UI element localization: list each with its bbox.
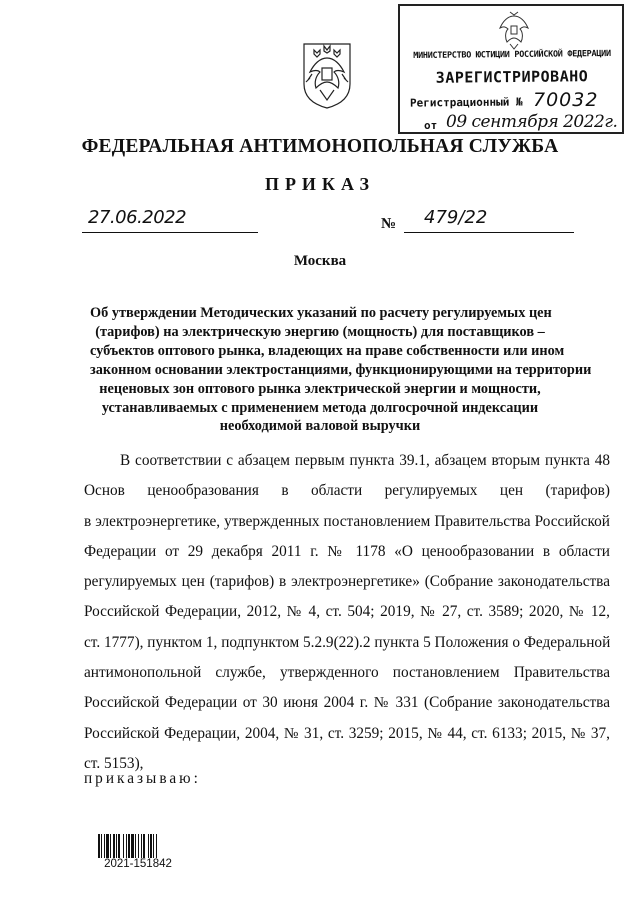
body-line: Федерации от 29 декабря 2011 г. № 1178 «О ценообразовании в области [84, 542, 610, 560]
barcode-bar [123, 834, 124, 858]
barcode-bar [135, 834, 136, 858]
title-line: (тарифов) на электрическую энергию (мощность) для поставщиков – [95, 323, 545, 340]
barcode-bar [101, 834, 102, 858]
title-line: субъектов оптового рынка, владеющих на праве собственности или ином [90, 342, 565, 359]
barcode-bar [138, 834, 139, 858]
city: Москва [293, 253, 347, 269]
title-line: необходимой валовой выручки [219, 418, 421, 435]
document-title [90, 304, 592, 436]
barcode-bar [141, 834, 142, 858]
stamp-ministry-text: МИНИСТЕРСТВО ЮСТИЦИИ РОССИЙСКОЙ ФЕДЕРАЦИИ [413, 48, 611, 62]
coat-of-arms-icon [300, 40, 354, 110]
body-line: Российской Федерации от 30 июня 2004 г. № 331 (Собрание законодательства [84, 694, 610, 712]
body-line: ст. 1777), пунктом 1, подпунктом 5.2.9(22).2 пункта 5 Положения о Федеральной [84, 633, 610, 651]
barcode-bar [116, 834, 117, 858]
stamp-date-value: 09 сентября 2022г. [446, 112, 618, 132]
barcode-bar [126, 834, 127, 858]
stamp-registered-text: ЗАРЕГИСТРИРОВАНО [435, 67, 589, 87]
body-line: Основ ценообразования в области регулируемых цен (тарифов) [84, 482, 610, 500]
stamp-date-label: от [424, 119, 438, 132]
order-date: 27.06.2022 [82, 207, 258, 233]
barcode-bar [131, 834, 134, 858]
barcode-bar [113, 834, 115, 858]
barcode-bar [150, 834, 152, 858]
body-line: Российской Федерации, 2004, № 31, ст. 3259; 2015, № 44, ст. 6133; 2015, № 37, [84, 724, 610, 742]
barcode-bar [153, 834, 154, 858]
order-number: 479/22 [404, 207, 574, 233]
order-number-label: № [381, 216, 397, 232]
barcode-bar [148, 834, 149, 858]
body-line: антимонопольной службе, утвержденного постановлением Правительства [84, 664, 610, 682]
body-line: Российской Федерации, 2012, № 4, ст. 504; 2019, № 27, ст. 3589; 2020, № 12, [84, 603, 610, 621]
body-line: в электроэнергетике, утвержденных постановлением Правительства Российской [84, 512, 610, 530]
barcode-bar [110, 834, 111, 858]
title-line: устанавливаемых с применением метода долгосрочной индексации [101, 399, 539, 416]
body-line: ст. 5153), [84, 754, 144, 772]
barcode-number: 2021-151842 [104, 858, 172, 870]
stamp-regno-value: 70032 [533, 89, 599, 111]
order-verb: приказываю: [84, 770, 201, 787]
barcode-bar [143, 834, 145, 858]
stamp-regno-label: Регистрационный № [409, 95, 523, 110]
registration-stamp [398, 4, 624, 134]
body-line: регулируемых цен (тарифов) в электроэнергетике» (Собрание законодательства [84, 573, 610, 591]
barcode-bar [156, 834, 157, 858]
stamp-emblem-icon [496, 10, 532, 50]
title-line: неценовых зон оптового рынка электрической энергии и мощности, [99, 380, 541, 397]
title-line: законном основании электростанциями, функционирующими на территории [90, 361, 592, 378]
barcode-bar [104, 834, 105, 858]
barcode-bar [106, 834, 109, 858]
body-paragraph [84, 446, 610, 779]
barcode-bar [98, 834, 100, 858]
barcode-bar [118, 834, 120, 858]
body-line: В соответствии с абзацем первым пункта 39.1, абзацем вторым пункта 48 [120, 452, 610, 469]
title-line: Об утверждении Методических указаний по расчету регулируемых цен [90, 305, 552, 321]
agency-name: ФЕДЕРАЛЬНАЯ АНТИМОНОПОЛЬНАЯ СЛУЖБА [81, 136, 559, 157]
barcode-icon [98, 834, 178, 858]
barcode-bar [128, 834, 130, 858]
order-heading: ПРИКАЗ [264, 174, 376, 194]
